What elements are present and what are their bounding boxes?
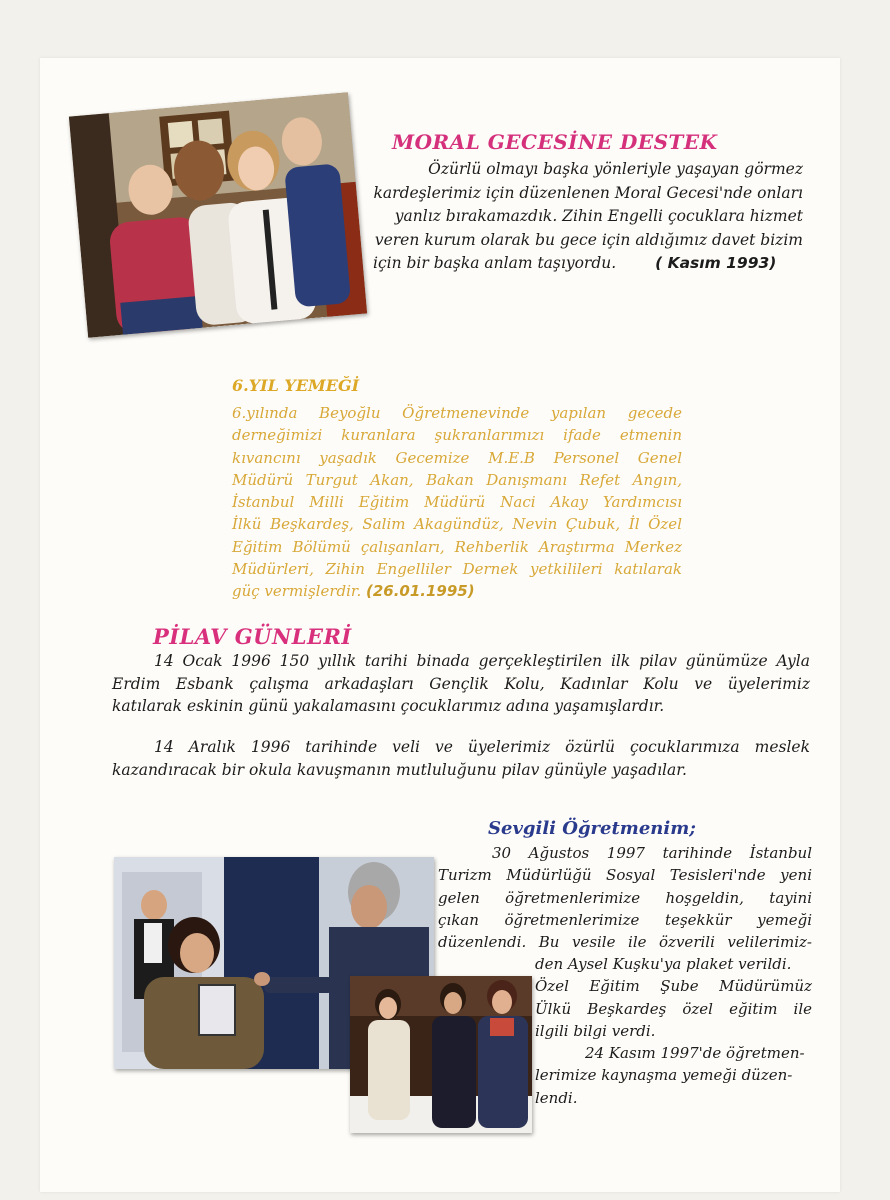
ogretmen-line: Özel Eğitim Şube Müdürümüz: [535, 977, 812, 996]
pilav-paragraph-1: [112, 650, 810, 718]
moral-line: Özürlü olmayı başka yönleriyle yaşayan görmez: [428, 160, 803, 178]
ogretmen-line: 30 Ağustos 1997 tarihinde İstanbul: [492, 844, 812, 862]
moral-date: ( Kasım 1993): [655, 254, 777, 272]
ogretmen-line: lerimize kaynaşma yemeği düzen-: [535, 1066, 793, 1085]
yil-line: Müdürleri, Zihin Engelliler Dernek yetkilileri katılarak: [232, 560, 682, 579]
ogretmen-line: 24 Kasım 1997'de öğretmen-: [585, 1044, 805, 1063]
photo-teachers-group: [350, 976, 532, 1133]
pilav-line: 14 Aralık 1996 tarihinde veli ve üyelerimiz özürlü çocuklarımıza meslek: [154, 738, 810, 756]
moral-line: veren kurum olarak bu gece için aldığımız davet bizim: [374, 230, 803, 249]
yil-line: İlkü Beşkardeş, Salim Akagündüz, Nevin Çubuk, İl Özel: [232, 515, 682, 534]
yil-line: 6.yılında Beyoğlu Öğretmenevinde yapılan gecede: [232, 404, 682, 422]
ogretmen-line: Turizm Müdürlüğü Sosyal Tesisleri'nde yeni: [438, 866, 812, 885]
pilav-title: PİLAV GÜNLERİ: [153, 624, 352, 649]
ogretmen-line: lendi.: [535, 1088, 578, 1107]
ogretmen-line: den Aysel Kuşku'ya plaket verildi.: [535, 955, 792, 973]
yil-paragraph: [232, 402, 682, 603]
yil-line-last: [232, 580, 682, 602]
moral-line: için bir başka anlam taşıyordu.: [373, 254, 617, 272]
moral-paragraph: [363, 158, 803, 276]
yil-title: 6.YIL YEMEĞİ: [232, 376, 360, 395]
pilav-line: Erdim Esbank çalışma arkadaşları Gençlik Kolu, Kadınlar Kolu ve üyelerimiz: [112, 674, 810, 693]
ogretmen-paragraph-narrow: [535, 953, 812, 1109]
ogretmen-line: gelen öğretmenlerimize hoşgeldin, tayini: [438, 888, 812, 907]
yil-line: derneğimizi kuranlara şukranlarımızı ifade etmenin: [232, 426, 682, 445]
moral-line-last: [363, 252, 803, 276]
photo-moral-night: [69, 92, 367, 338]
pilav-line: kazandıracak bir okula kavuşmanın mutluluğunu pilav günüyle yaşadılar.: [112, 760, 687, 779]
ogretmen-line: düzenlendi. Bu vesile ile özverili velilerimiz-: [438, 933, 812, 952]
pilav-line: katılarak eskinin günü yakalamasını çocuklarımız adına yaşamışlardır.: [112, 697, 665, 715]
moral-title: MORAL GECESİNE DESTEK: [392, 130, 718, 154]
moral-line: yanlız bırakamazdık. Zihin Engelli çocuklara hizmet: [394, 207, 803, 225]
document-page: [40, 58, 840, 1192]
ogretmen-title: Sevgili Öğretmenim;: [488, 818, 696, 839]
moral-line: kardeşlerimiz için düzenlenen Moral Gecesi'nde onları: [373, 183, 803, 202]
yil-date: (26.01.1995): [366, 582, 475, 601]
yil-line: İstanbul Milli Eğitim Müdürü Naci Akay Yardımcısı: [232, 493, 682, 512]
yil-line: güç vermişlerdir.: [232, 582, 362, 601]
ogretmen-line: çıkan öğretmenlerimize teşekkür yemeği: [438, 910, 812, 929]
pilav-paragraph-2: [112, 736, 810, 781]
pilav-line: 14 Ocak 1996 150 yıllık tarihi binada gerçekleştirilen ilk pilav günümüze Ayla: [154, 652, 810, 670]
yil-line: Müdürü Turgut Akan, Bakan Danışmanı Refet Angın,: [232, 470, 682, 489]
yil-line: kıvancını yaşadık Gecemize M.E.B Personel Genel: [232, 448, 682, 467]
ogretmen-line: ilgili bilgi verdi.: [535, 1021, 656, 1040]
yil-line: Eğitim Bölümü çalışanları, Rehberlik Araştırma Merkez: [232, 537, 682, 556]
ogretmen-paragraph: [438, 842, 812, 953]
ogretmen-line: Ülkü Beşkardeş özel eğitim ile: [535, 999, 812, 1018]
